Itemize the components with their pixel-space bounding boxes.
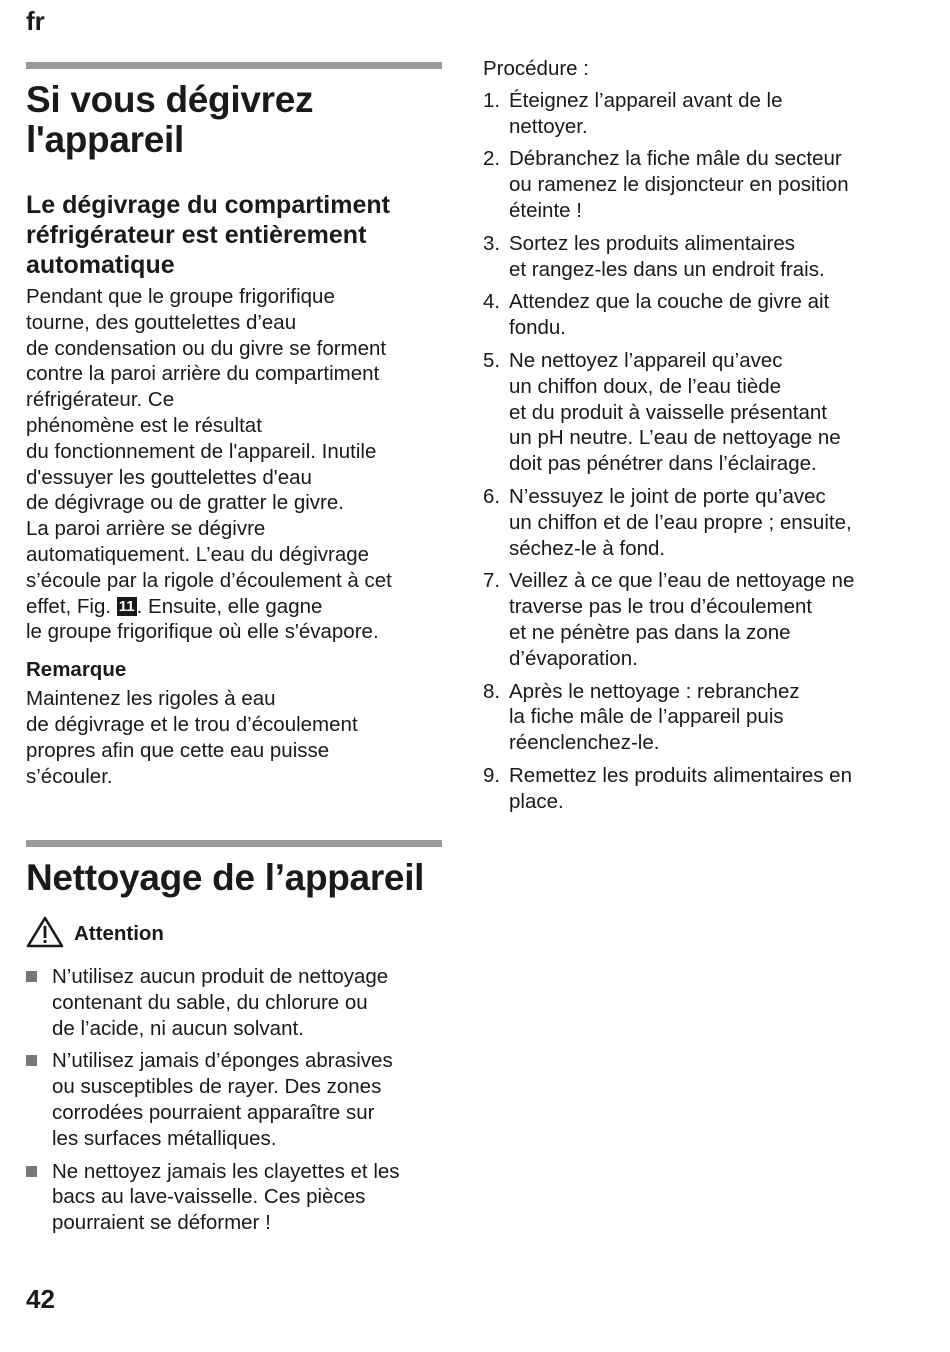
defrost-paragraph: Pendant que le groupe frigorifique tourne, des gouttelettes d’eau de condensation ou du givre se forment contre la paroi arrière du compartiment réfrigérateur. Ce phénomène est le résultat du fonctionnement de l'appareil. Inutile d'essuyer les gouttelettes d'eau de dégivrage ou de gratter le givre. La paroi arrière se dégivre automatiquement. L’eau du dégivrage s’écoule par la rigole d’écoulement à cet effet, Fig. 11. Ensuite, elle gagne le groupe frigorifique où elle s'évapore. [26,284,442,645]
section-rule [26,840,442,847]
procedure-step: 4. Attendez que la couche de givre ait fondu. [483,290,830,340]
section-defrost [26,80,442,789]
warning-triangle-icon [26,916,64,953]
procedure-step: 8. Après le nettoyage : rebranchez la fiche mâle de l’appareil puis réenclenchez-le. [483,679,800,755]
procedure-step: 1. Éteignez l’appareil avant de le nettoyer. [483,88,783,138]
procedure-step: 7. Veillez à ce que l’eau de nettoyage ne traverse pas le trou d’écoulement et ne pénètre pas dans la zone d’évaporation. [483,569,855,670]
list-item: Ne nettoyez jamais les clayettes et les bacs au lave-vaisselle. Ces pièces pourraient se déformer ! [26,1159,446,1236]
section-subtitle: Le dégivrage du compartiment réfrigérateur est entièrement automatique [26,191,390,279]
square-bullet-icon [26,1055,37,1066]
procedure-step: 3. Sortez les produits alimentaires et rangez-les dans un endroit frais. [483,231,825,281]
procedure-heading: Procédure : [483,57,589,80]
procedure-column [483,56,923,822]
section-title: Si vous dégivrez l'appareil [26,79,314,160]
section-cleaning [26,858,442,952]
procedure-step: 2. Débranchez la fiche mâle du secteur ou ramenez le disjoncteur en position éteinte ! [483,147,849,222]
procedure-step: 6. N’essuyez le joint de porte qu’avec un chiffon et de l’eau propre ; ensuite, séchez-le à fond. [483,484,852,560]
remark-title: Remarque [26,658,127,682]
attention-heading [26,916,442,952]
procedure-step: 9. Remettez les produits alimentaires en place. [483,763,852,813]
remark-paragraph: Maintenez les rigoles à eau de dégivrage et le trou d’écoulement propres afin que cette eau puisse s’écouler. [26,687,358,788]
square-bullet-icon [26,1166,37,1177]
figure-number-badge: 11 [118,597,135,615]
page-number: 42 [26,1284,55,1314]
language-code: fr [26,6,45,36]
section-rule [26,62,442,69]
square-bullet-icon [26,971,37,982]
section-title: Nettoyage de l’appareil [26,857,425,898]
attention-list [26,964,446,1243]
procedure-step: 5. Ne nettoyez l’appareil qu’avec un chiffon doux, de l’eau tiède et du produit à vaisselle présentant un pH neutre. L’eau de nettoyage ne doit pas pénétrer dans l’éclairage. [483,348,841,476]
list-item: N’utilisez jamais d’éponges abrasives ou susceptibles de rayer. Des zones corrodées pourraient apparaître sur les surfaces métalliques. [26,1048,446,1151]
attention-label: Attention [74,922,164,945]
figure-reference-line: effet, Fig. 11. Ensuite, elle gagne [26,594,323,618]
list-item: N’utilisez aucun produit de nettoyage contenant du sable, du chlorure ou de l’acide, ni aucun solvant. [26,964,446,1041]
